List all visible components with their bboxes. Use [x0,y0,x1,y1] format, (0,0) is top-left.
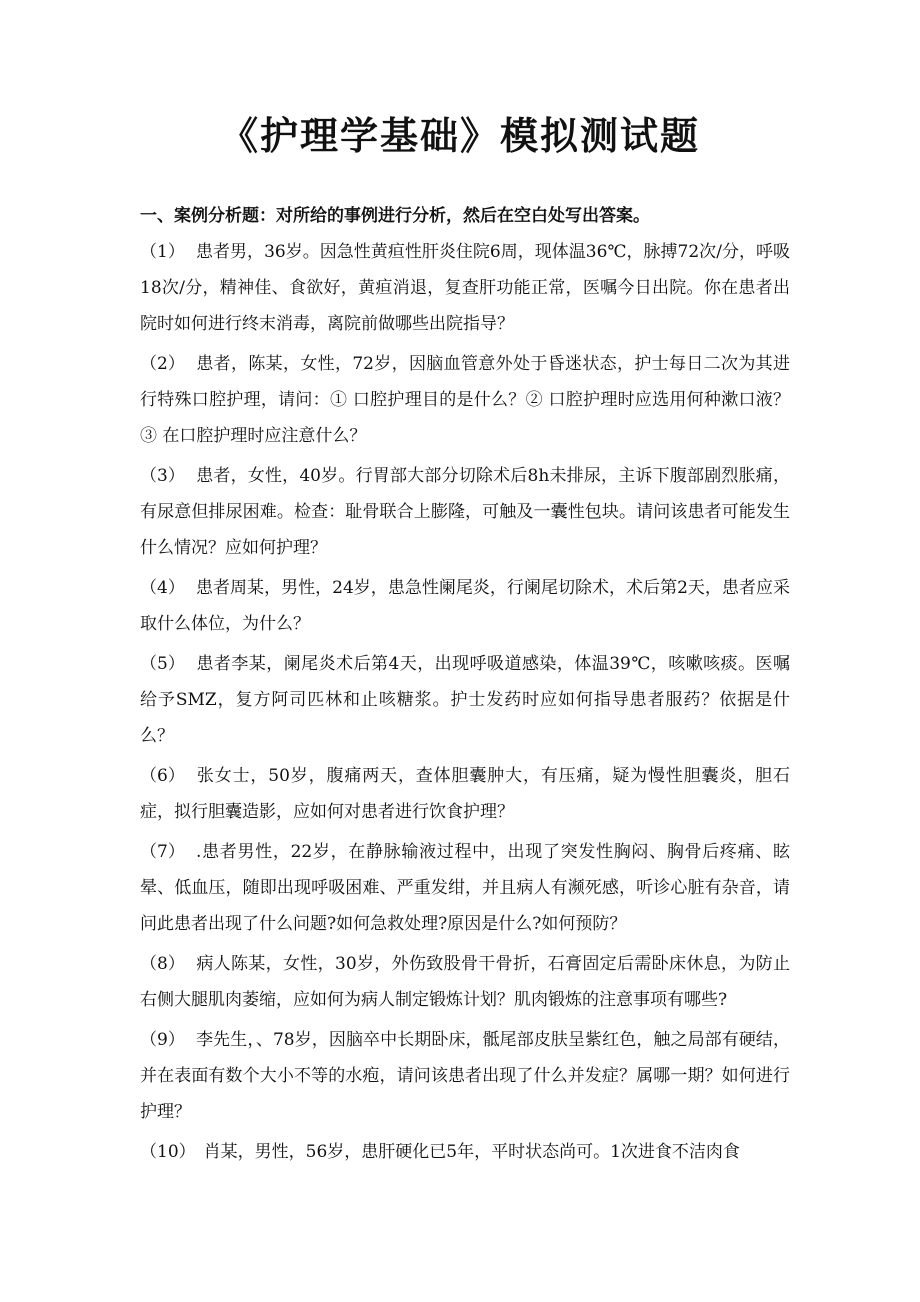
question-number: （5） [140,654,185,674]
question-number: （8） [140,954,185,974]
question-number: （6） [140,766,185,786]
question-item [140,458,790,566]
question-text: 李先生，、78岁，因脑卒中长期卧床，骶尾部皮肤呈紫红色，触之局部有硬结，并在表面有数个大小不等的水疱，请问该患者出现了什么并发症？属哪一期？如何进行护理？ [140,1030,790,1122]
section-heading: 一、案例分析题：对所给的事例进行分析，然后在空白处写出答案。 [140,206,650,226]
question-text: 患者男，36岁。因急性黄疸性肝炎住院6周，现体温36℃，脉搏72次/分，呼吸18次/分，精神佳、食欲好，黄疸消退，复查肝功能正常，医嘱今日出院。你在患者出院时如何进行终末消毒，离院前做哪些出院指导？ [140,242,790,334]
question-text: .患者男性，22岁，在静脉输液过程中，出现了突发性胸闷、胸骨后疼痛、眩晕、低血压，随即出现呼吸困难、严重发绀，并且病人有濒死感，听诊心脏有杂音，请问此患者出现了什么问题?如何急救处理?原因是什么?如何预防？ [140,842,790,934]
question-text: 肖某，男性，56岁，患肝硬化已5年，平时状态尚可。1次进食不洁肉食 [203,1142,740,1162]
question-item [140,646,790,754]
question-text: 病人陈某，女性，30岁，外伤致股骨干骨折，石膏固定后需卧床休息，为防止右侧大腿肌肉萎缩，应如何为病人制定锻炼计划？肌肉锻炼的注意事项有哪些? [140,954,790,1010]
question-text: 患者李某，阑尾炎术后第4天，出现呼吸道感染，体温39℃，咳嗽咳痰。医嘱给予SMZ，复方阿司匹林和止咳糖浆。护士发药时应如何指导患者服药？依据是什么？ [140,654,790,746]
document-title: 《护理学基础》模拟测试题 [219,114,700,158]
question-number: （1） [140,242,185,262]
question-item [140,1022,790,1130]
question-item [140,570,790,642]
question-item [140,234,790,342]
question-number: （4） [140,578,185,598]
question-number: （7） [140,842,185,862]
question-text: 张女士，50岁，腹痛两天，查体胆囊肿大，有压痛，疑为慢性胆囊炎，胆石症，拟行胆囊造影，应如何对患者进行饮食护理？ [140,766,790,822]
question-item [140,834,790,942]
question-number: （9） [140,1030,185,1050]
question-text: 患者，女性，40岁。行胃部大部分切除术后8h未排尿，主诉下腹部剧烈胀痛，有尿意但排尿困难。检查：耻骨联合上膨隆，可触及一囊性包块。请问该患者可能发生什么情况？应如何护理？ [140,466,790,558]
question-item [140,346,790,454]
question-item [140,758,790,830]
question-text: 患者，陈某，女性，72岁，因脑血管意外处于昏迷状态，护士每日二次为其进行特殊口腔护理，请问：① 口腔护理目的是什么？② 口腔护理时应选用何种漱口液？③ 在口腔护理时应注意什么？ [140,354,790,446]
question-item [140,1134,790,1170]
question-number: （10） [140,1142,196,1162]
question-number: （2） [140,354,185,374]
question-item [140,946,790,1018]
question-text: 患者周某，男性，24岁，患急性阑尾炎，行阑尾切除术，术后第2天，患者应采取什么体位，为什么？ [140,578,790,634]
question-list [140,234,790,1174]
question-number: （3） [140,466,185,486]
